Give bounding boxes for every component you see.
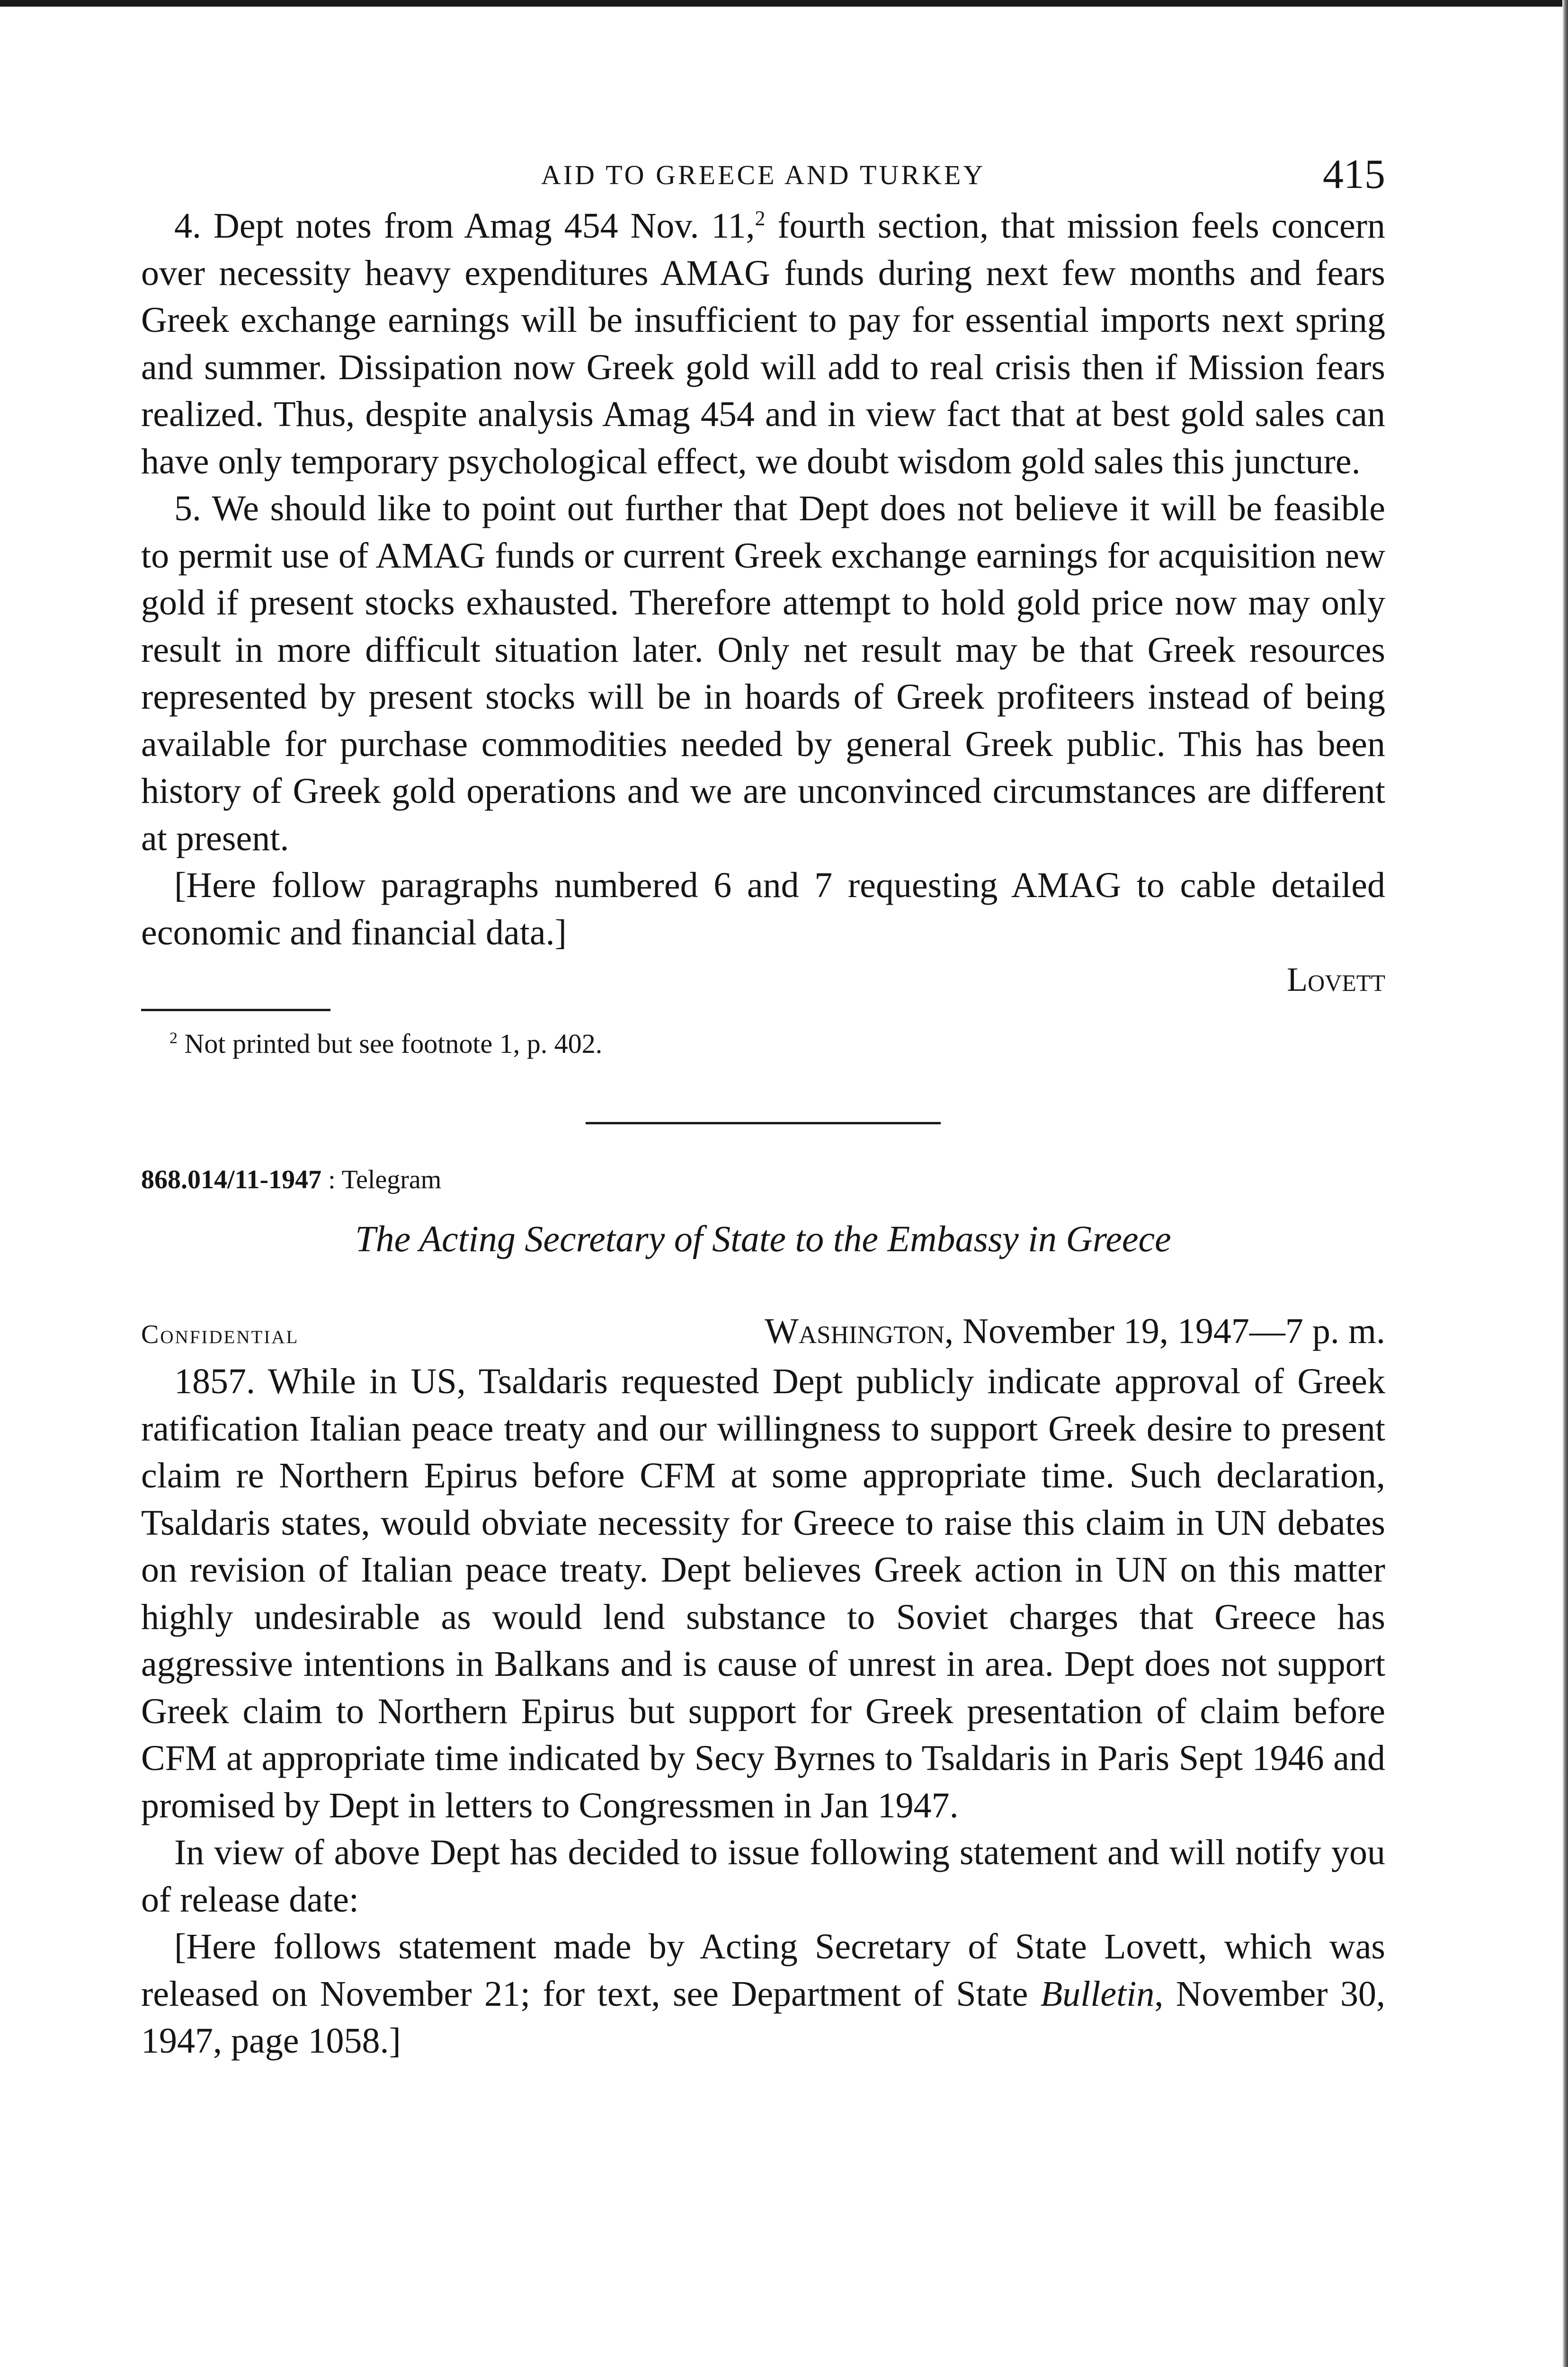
dateline bbox=[141, 1308, 1385, 1358]
document-reference bbox=[141, 1163, 1385, 1196]
page-right-edge bbox=[1562, 0, 1568, 2367]
footnote-rule bbox=[141, 1009, 330, 1011]
bracketed-editorial-note-1: [Here follow paragraphs numbered 6 and 7 requesting AMAG to cable detailed economic and financial data.] bbox=[141, 865, 1385, 952]
place: Washington bbox=[765, 1311, 945, 1351]
footnote-text: Not printed but see footnote 1, p. 402. bbox=[178, 1028, 603, 1059]
place-and-date bbox=[765, 1308, 1385, 1355]
file-number: 868.014/11-1947 bbox=[141, 1165, 322, 1194]
date-time: , November 19, 1947—7 p. m. bbox=[944, 1311, 1385, 1351]
running-head bbox=[141, 151, 1385, 203]
bracketed-editorial-note-2 bbox=[141, 1923, 1385, 2065]
paragraph-4-text-start: 4. Dept notes from Amag 454 Nov. 11, bbox=[174, 206, 755, 246]
section-divider bbox=[586, 1122, 941, 1124]
footnote-reference-2: 2 bbox=[755, 206, 766, 230]
telegram-paragraph-1857: 1857. While in US, Tsaldaris requested Dept publicly indicate approval of Greek ratification Italian peace treaty and our willingness to support Greek desire to present claim re Northern Epirus before CFM at some appropriate time. Such declaration, Tsaldaris states, would obviate necessity for Greece to raise this claim in UN debates on revision of Italian peace treaty. Dept believes Greek action in UN on this matter highly undesirable as would lend substance to Soviet charges that Greece has aggressive intentions in Balkans and is cause of unrest in area. Dept does not support Greek claim to Northern Epirus but support for Greek presentation of claim before CFM at appropriate time indicated by Secy Byrnes to Tsaldaris in Paris Sept 1946 and promised by Dept in letters to Congressmen in Jan 1947. bbox=[141, 1361, 1385, 1825]
document-title: The Acting Secretary of State to the Embassy in Greece bbox=[355, 1218, 1171, 1259]
telegram-paragraph-2: In view of above Dept has decided to issue following statement and will notify you of release date: bbox=[141, 1833, 1385, 1920]
footnote-marker: 2 bbox=[169, 1029, 178, 1047]
note-text-end: , November 30, 1947, page 1058.] bbox=[141, 1974, 1385, 2061]
classification-label: Confidential bbox=[141, 1320, 299, 1349]
paragraph-4-text-end: fourth section, that mission feels concern over necessity heavy expenditures AMAG funds during next few months and fears Greek exchange earnings will be insufficient to pay for essential imports next spring and summer. Dissipation now Greek gold will add to real crisis then if Mission fears realized. Thus, despite analysis Amag 454 and in view fact that at best gold sales can have only temporary psychological effect, we doubt wisdom gold sales this juncture. bbox=[141, 206, 1385, 481]
document-page bbox=[141, 151, 1385, 2065]
signature-lovett: Lovett bbox=[1287, 961, 1385, 998]
paragraph-4 bbox=[141, 203, 1385, 485]
paragraph-5: 5. We should like to point out further that Dept does not believe it will be feasible to permit use of AMAG funds or current Greek exchange earnings for acquisition new gold if present stocks exhausted. Therefore attempt to hold gold price now may only result in more difficult situation later. Only net result may be that Greek resources represented by present stocks will be in hoards of Greek profiteers instead of being available for purchase commodities needed by general Greek public. This has been history of Greek gold operations and we are unconvinced circumstances are different at present. bbox=[141, 489, 1385, 858]
bulletin-title: Bulletin bbox=[1040, 1974, 1155, 2014]
page-number: 415 bbox=[1323, 151, 1385, 197]
page-top-edge bbox=[0, 0, 1568, 7]
document-type: : Telegram bbox=[321, 1165, 442, 1194]
footnote-2 bbox=[141, 1027, 1385, 1060]
running-title: AID TO GREECE AND TURKEY bbox=[541, 160, 986, 190]
note-text-start: [Here follows statement made by Acting Secretary of State Lovett, which was released on November 21; for text, see Department of State bbox=[141, 1927, 1385, 2014]
